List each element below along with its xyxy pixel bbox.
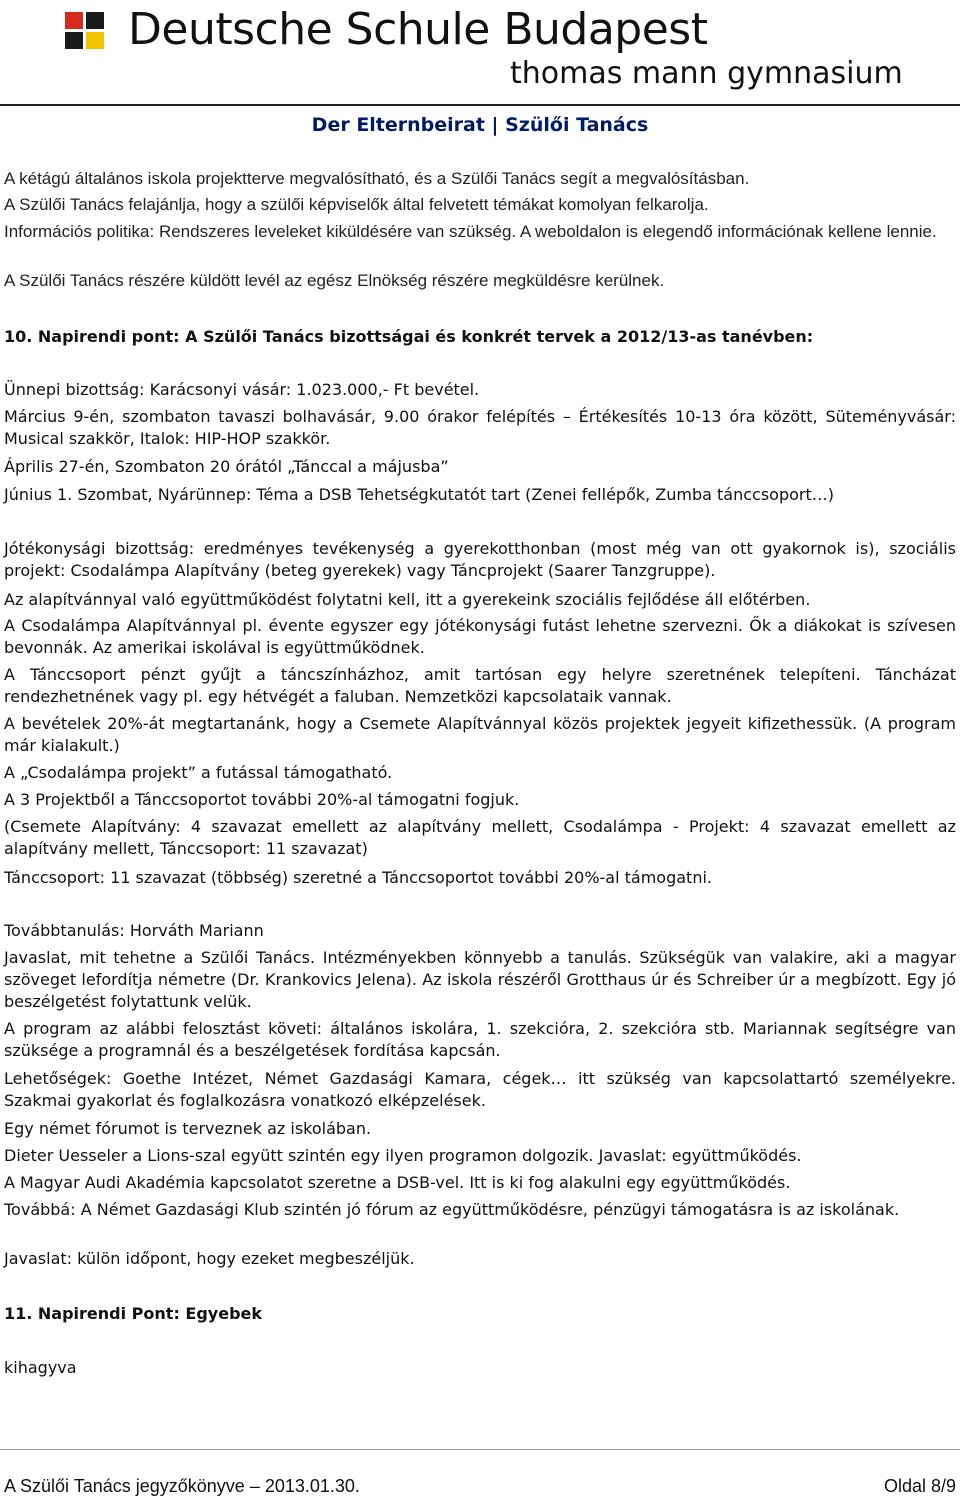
festive-paragraph: Április 27-én, Szombaton 20 órától „Tánccal a májusba” <box>4 457 449 476</box>
footer-document-title: A Szülői Tanács jegyzőkönyve – 2013.01.30. <box>4 1476 360 1496</box>
logo-square-dark-top <box>86 12 104 29</box>
header-divider <box>0 104 960 106</box>
school-subtitle: thomas mann gymnasium <box>510 56 903 91</box>
further-study-heading: Továbbtanulás: Horváth Mariann <box>4 921 264 940</box>
festive-paragraph: Június 1. Szombat, Nyárünnep: Téma a DSB Tehetségkutatót tart (Zenei fellépők, Zumba tánccsoport…) <box>4 485 835 504</box>
festive-paragraph: Ünnepi bizottság: Karácsonyi vásár: 1.023.000,- Ft bevétel. <box>4 380 480 399</box>
school-logo <box>65 12 105 50</box>
charity-paragraph: A „Csodalámpa projekt” a futással támogatható. <box>4 763 393 782</box>
further-study-paragraph: Egy német fórumot is terveznek az iskolában. <box>4 1119 372 1138</box>
charity-paragraph: Az alapítvánnyal való együttműködést folytatni kell, itt a gyerekeink szociális fejlődése áll előtérben. <box>4 590 811 609</box>
charity-paragraph: (Csemete Alapítvány: 4 szavazat emellett az alapítvány mellett, Csodalámpa - Projekt: 4 szavazat emellett az alapítvány mellett, Tánccsoport: 11 szavazat) <box>4 817 956 858</box>
footer-page-number: Oldal 8/9 <box>883 1476 956 1496</box>
logo-square-dark-bottom <box>65 32 83 49</box>
further-study-paragraph: Továbbá: A Német Gazdasági Klub szintén jó fórum az együttműködésre, pénzügyi támogatásra is az iskolának. <box>4 1200 900 1219</box>
intro-paragraph: A Szülői Tanács részére küldött levél az egész Elnökség részére megküldésre kerülnek. <box>4 271 665 290</box>
document-heading: Der Elternbeirat | Szülői Tanács <box>311 114 649 136</box>
charity-paragraph: A Tánccsoport pénzt gyűjt a táncszínházhoz, amit tartósan egy helyre szeretnének telepíteni. Táncházat rendezhetnének vagy pl. egy hétvégét a faluban. Nemzetközi kapcsolataik vannak. <box>4 665 956 706</box>
section-10-title: 10. Napirendi pont: A Szülői Tanács bizottságai és konkrét tervek a 2012/13-as tanévben: <box>4 327 814 346</box>
page-header <box>0 0 960 136</box>
logo-square-red <box>65 12 83 29</box>
further-study-paragraph: A Magyar Audi Akadémia kapcsolatot szeretne a DSB-vel. Itt is ki fog alakulni egy együttműködés. <box>4 1173 791 1192</box>
festive-paragraph: Március 9-én, szombaton tavaszi bolhavásár, 9.00 órakor felépítés – Értékesítés 10-13 óra között, Süteményvásár: Musical szakkör, Italok: HIP-HOP szakkör. <box>4 407 956 448</box>
charity-paragraph: A 3 Projektből a Tánccsoportot további 20%-al támogatni fogjuk. <box>4 790 520 809</box>
intro-paragraph: A kétágú általános iskola projektterve megvalósítható, és a Szülői Tanács segít a megvalósításban. <box>4 169 750 188</box>
further-study-paragraph: Lehetőségek: Goethe Intézet, Német Gazdasági Kamara, cégek… itt szükség van kapcsolattartó személyekre. Szakmai gyakorlat és foglalkozásra vonatkozó elképzelések. <box>4 1069 956 1110</box>
intro-paragraph: Információs politika: Rendszeres leveleket kiküldésére van szükség. A weboldalon is elegendő információnak kellene lennie. <box>4 222 937 241</box>
charity-paragraph: Tánccsoport: 11 szavazat (többség) szeretné a Tánccsoportot további 20%-al támogatni. <box>4 868 712 887</box>
section-11-body: kihagyva <box>4 1358 77 1377</box>
section-11-title: 11. Napirendi Pont: Egyebek <box>4 1304 263 1323</box>
charity-paragraph: A bevételek 20%-át megtartanánk, hogy a Csemete Alapítvánnyal közös projektek jegyeit kifizethessük. (A program már kialakult.) <box>4 714 956 755</box>
further-study-paragraph: Javaslat, mit tehetne a Szülői Tanács. Intézményekben könnyebb a tanulás. Szükségük van valakire, aki a magyar szöveget lefordítja németre (Dr. Krankovics Jelena). Az iskola részéről Grotthaus úr és Schreiber úr a megbízott. Egy jó beszélgetést folytattunk velük. <box>4 948 956 1011</box>
footer-divider <box>0 1449 960 1450</box>
charity-paragraph: Jótékonysági bizottság: eredményes tevékenység a gyerekotthonban (most még van ott gyakornok is), szociális projekt: Csodalámpa Alapítvány (beteg gyerekek) vagy Táncprojekt (Saarer Tanzgruppe). <box>4 539 956 580</box>
further-study-paragraph: A program az alábbi felosztást követi: általános iskolára, 1. szekcióra, 2. szekcióra stb. Mariannak segítségre van szüksége a programnál és a beszélgetések fordítása kapcsán. <box>4 1019 956 1060</box>
school-name: Deutsche Schule Budapest <box>128 4 708 55</box>
further-study-paragraph: Dieter Uesseler a Lions-szal együtt szintén egy ilyen programon dolgozik. Javaslat: együttműködés. <box>4 1146 802 1165</box>
charity-paragraph: A Csodalámpa Alapítvánnyal pl. évente egyszer egy jótékonysági futást lehetne szervezni. Ők a diákokat is szívesen bevonnák. Az amerikai iskolával is együttműködnek. <box>4 616 956 657</box>
logo-square-yellow <box>86 32 104 49</box>
further-study-paragraph: Javaslat: külön időpont, hogy ezeket megbeszéljük. <box>4 1249 415 1268</box>
intro-paragraph: A Szülői Tanács felajánlja, hogy a szülői képviselők által felvetett témákat komolyan felkarolja. <box>4 195 709 214</box>
